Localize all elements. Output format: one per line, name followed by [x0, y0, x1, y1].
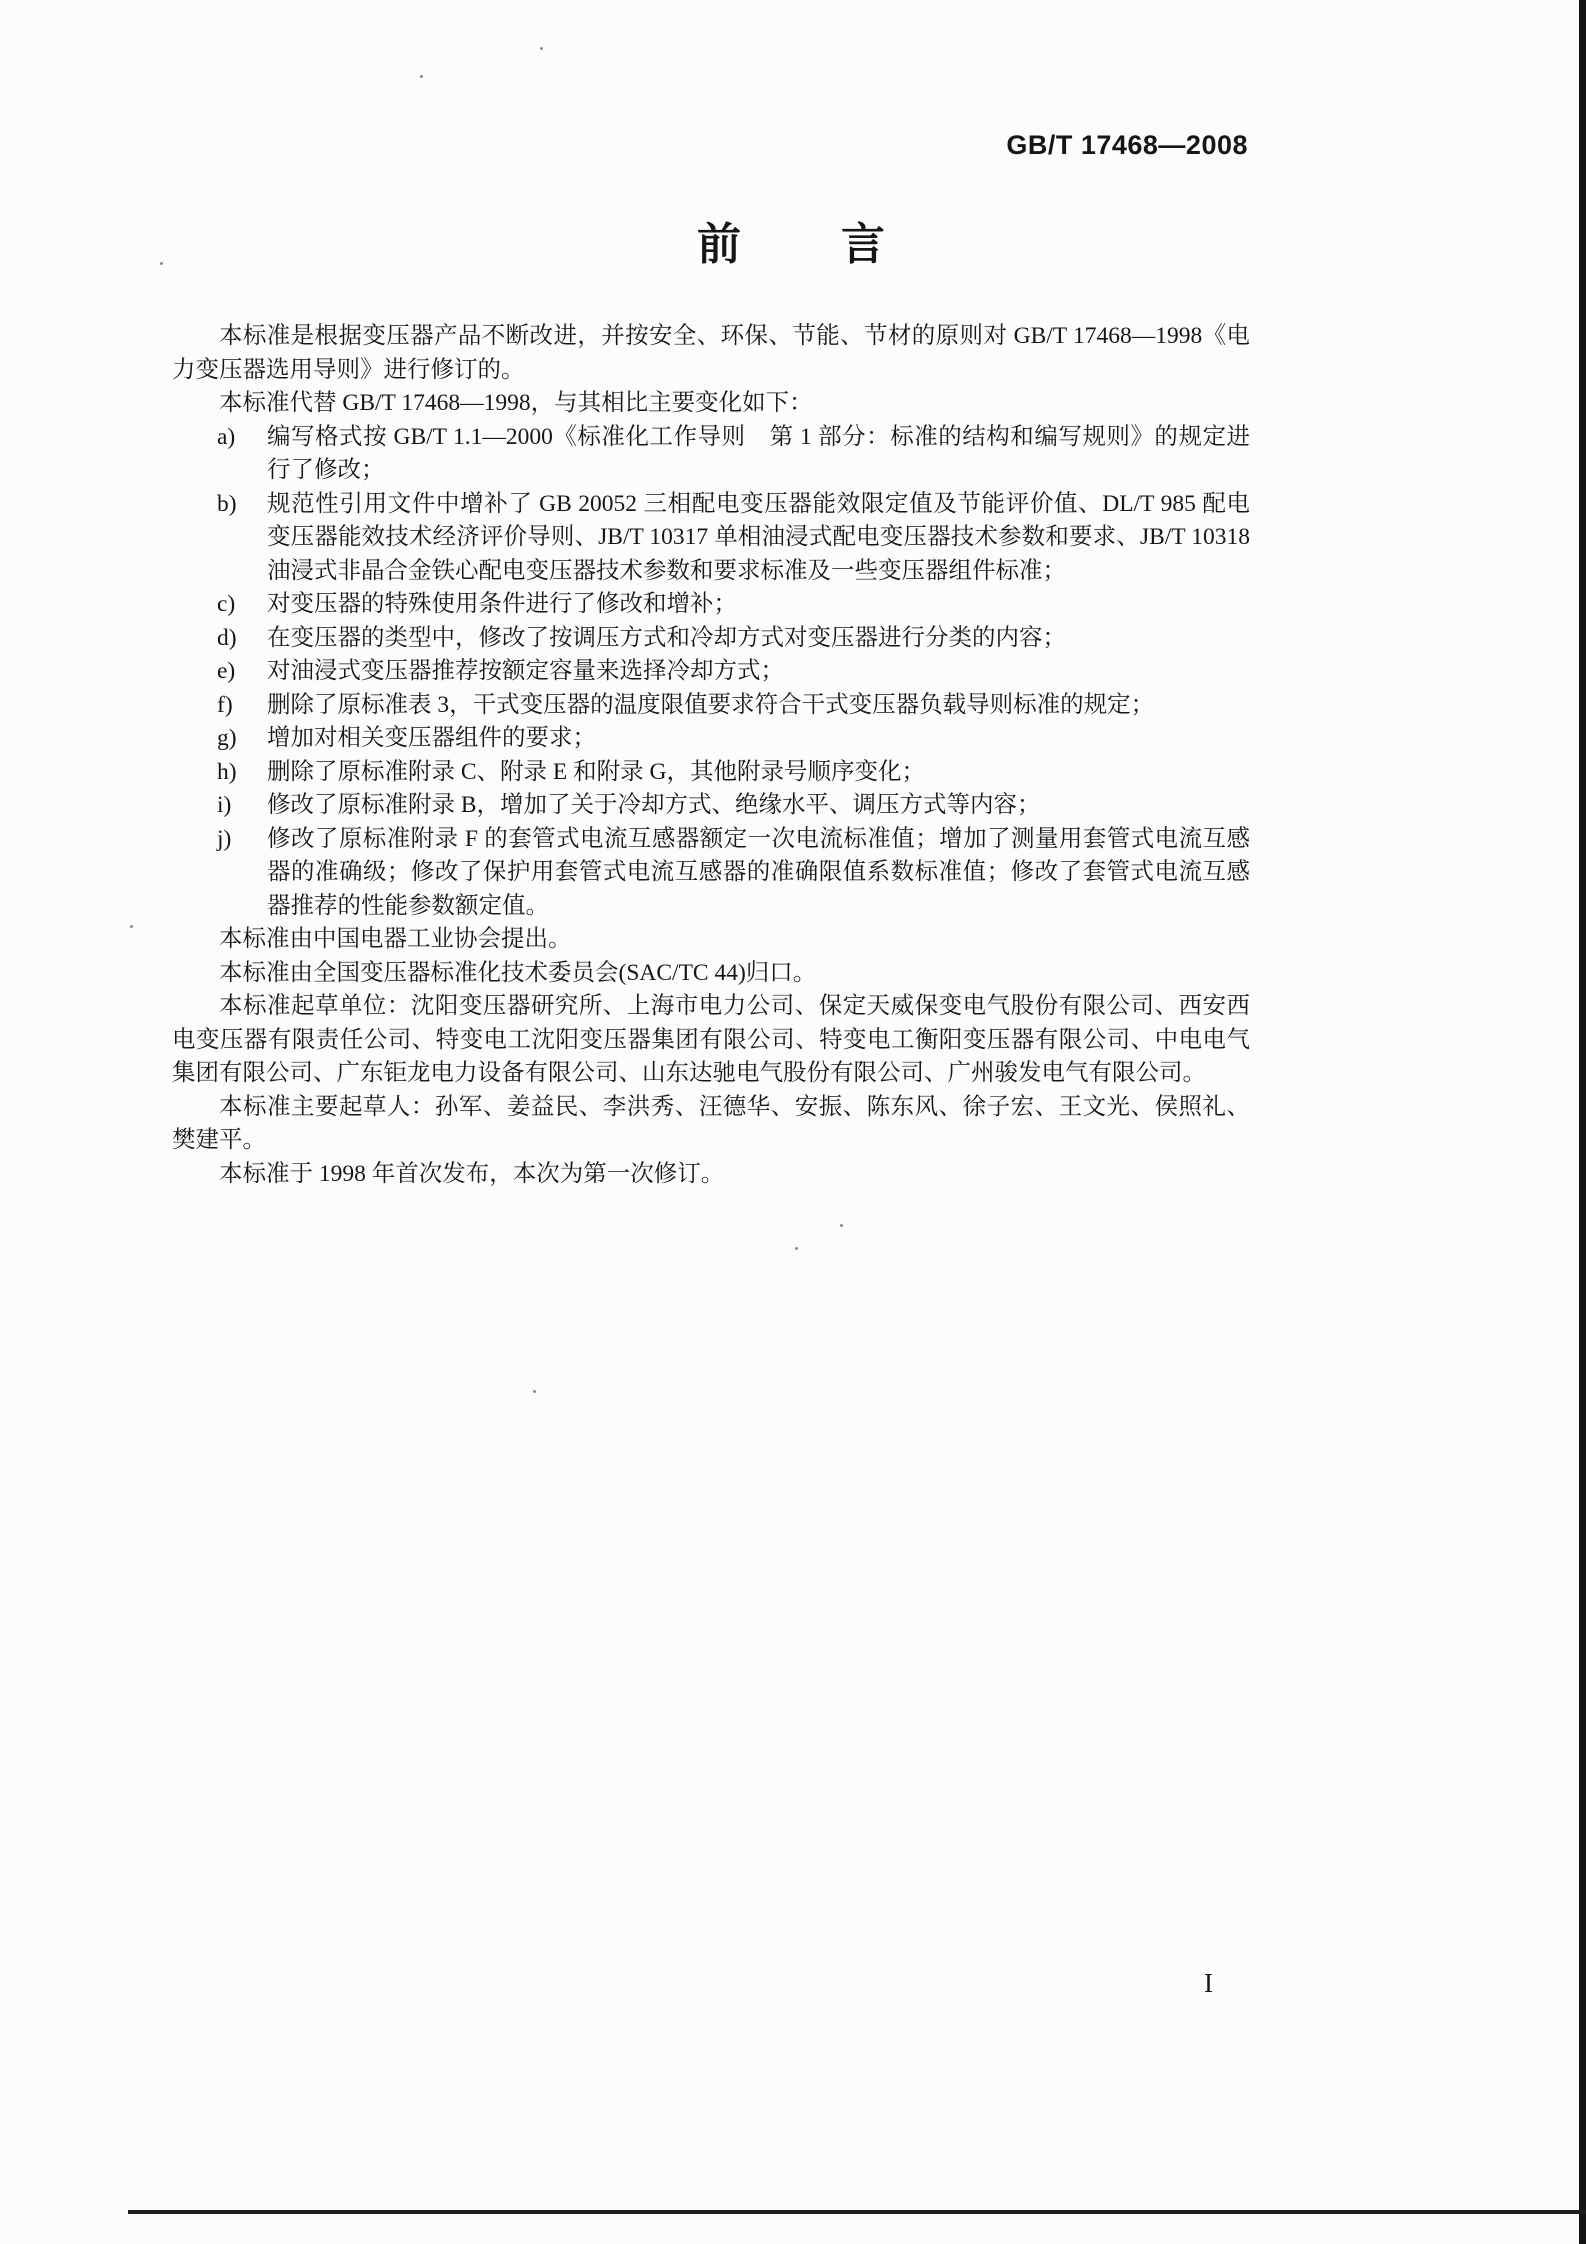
list-item: [172, 756, 1250, 790]
list-item-label: g): [217, 725, 237, 751]
list-item: [172, 823, 1250, 924]
paragraph: 本标准是根据变压器产品不断改进，并按安全、环保、节能、节材的原则对 GB/T 17468—1998《电力变压器选用导则》进行修订的。: [172, 323, 1250, 383]
page-number: I: [1204, 1968, 1213, 1998]
list-item-text: 在变压器的类型中，修改了按调压方式和冷却方式对变压器进行分类的内容；: [267, 624, 1066, 651]
list-item-text: 修改了原标准附录 B，增加了关于冷却方式、绝缘水平、调压方式等内容；: [267, 792, 1041, 818]
scan-artifact-speck: [795, 1247, 798, 1250]
list-item-text: 删除了原标准附录 C、附录 E 和附录 G，其他附录号顺序变化；: [267, 758, 925, 785]
list-item: [172, 689, 1250, 723]
change-list: [172, 421, 1250, 924]
paragraph: 本标准由全国变压器标准化技术委员会(SAC/TC 44)归口。: [219, 959, 817, 986]
list-item-label: a): [217, 423, 236, 450]
list-item: [172, 789, 1250, 823]
list-item-label: j): [217, 825, 232, 852]
paragraph: 本标准于 1998 年首次发布，本次为第一次修订。: [219, 1160, 725, 1187]
list-item-label: b): [217, 490, 237, 517]
list-item-label: h): [217, 758, 237, 785]
list-item: [172, 722, 1250, 756]
list-item-text: 对变压器的特殊使用条件进行了修改和增补；: [267, 591, 737, 617]
list-item-text: 对油浸式变压器推荐按额定容量来选择冷却方式；: [267, 658, 784, 684]
scan-artifact-speck: [420, 75, 423, 78]
list-item: [172, 421, 1250, 488]
scan-artifact-speck: [840, 1224, 843, 1227]
scan-artifact-right-edge: [1579, 0, 1586, 2244]
paragraph: 本标准主要起草人：孙军、姜益民、李洪秀、汪德华、安振、陈东风、徐子宏、王文光、侯照礼、樊建平。: [172, 1093, 1250, 1153]
scan-artifact-speck: [160, 262, 163, 265]
scan-artifact-bottom-edge: [128, 2210, 1586, 2214]
scan-artifact-speck: [130, 925, 133, 928]
list-item-text: 修改了原标准附录 F 的套管式电流互感器额定一次电流标准值；增加了测量用套管式电流互感器的准确级；修改了保护用套管式电流互感器的准确限值系数标准值；修改了套管式电流互感器推荐的性能参数额定值。: [267, 825, 1250, 919]
list-item-text: 删除了原标准表 3，干式变压器的温度限值要求符合干式变压器负载导则标准的规定；: [267, 691, 1155, 718]
list-item-label: i): [217, 792, 232, 818]
scan-artifact-speck: [540, 47, 543, 50]
list-item-text: 规范性引用文件中增补了 GB 20052 三相配电变压器能效限定值及节能评价值、DL/T 985 配电变压器能效技术经济评价导则、JB/T 10317 单相油浸式配电变压器技术参数和要求、JB/T 10318 油浸式非晶合金铁心配电变压器技术参数和要求标准及一些变压器组件标准；: [267, 490, 1250, 584]
list-item-label: f): [217, 691, 233, 718]
paragraph: 本标准由中国电器工业协会提出。: [219, 926, 572, 952]
paragraph: 本标准起草单位：沈阳变压器研究所、上海市电力公司、保定天威保变电气股份有限公司、西安西电变压器有限责任公司、特变电工沈阳变压器集团有限公司、特变电工衡阳变压器有限公司、中电电气集团有限公司、广东钜龙电力设备有限公司、山东达驰电气股份有限公司、广州骏发电气有限公司。: [172, 993, 1250, 1086]
list-item-label: e): [217, 658, 236, 684]
document-body: [172, 320, 1250, 1191]
list-item-label: c): [217, 591, 236, 617]
list-item: [172, 488, 1250, 589]
page-title: 前 言: [697, 220, 889, 269]
list-item-label: d): [217, 624, 237, 651]
list-item: [172, 655, 1250, 689]
list-item-text: 编写格式按 GB/T 1.1—2000《标准化工作导则 第 1 部分：标准的结构和编写规则》的规定进行了修改；: [267, 423, 1250, 483]
standard-number: GB/T 17468—2008: [1006, 130, 1248, 160]
list-item: [172, 588, 1250, 622]
scan-artifact-speck: [533, 1390, 536, 1393]
list-item: [172, 622, 1250, 656]
list-item-text: 增加对相关变压器组件的要求；: [267, 725, 596, 751]
paragraph: 本标准代替 GB/T 17468—1998，与其相比主要变化如下：: [219, 390, 813, 416]
